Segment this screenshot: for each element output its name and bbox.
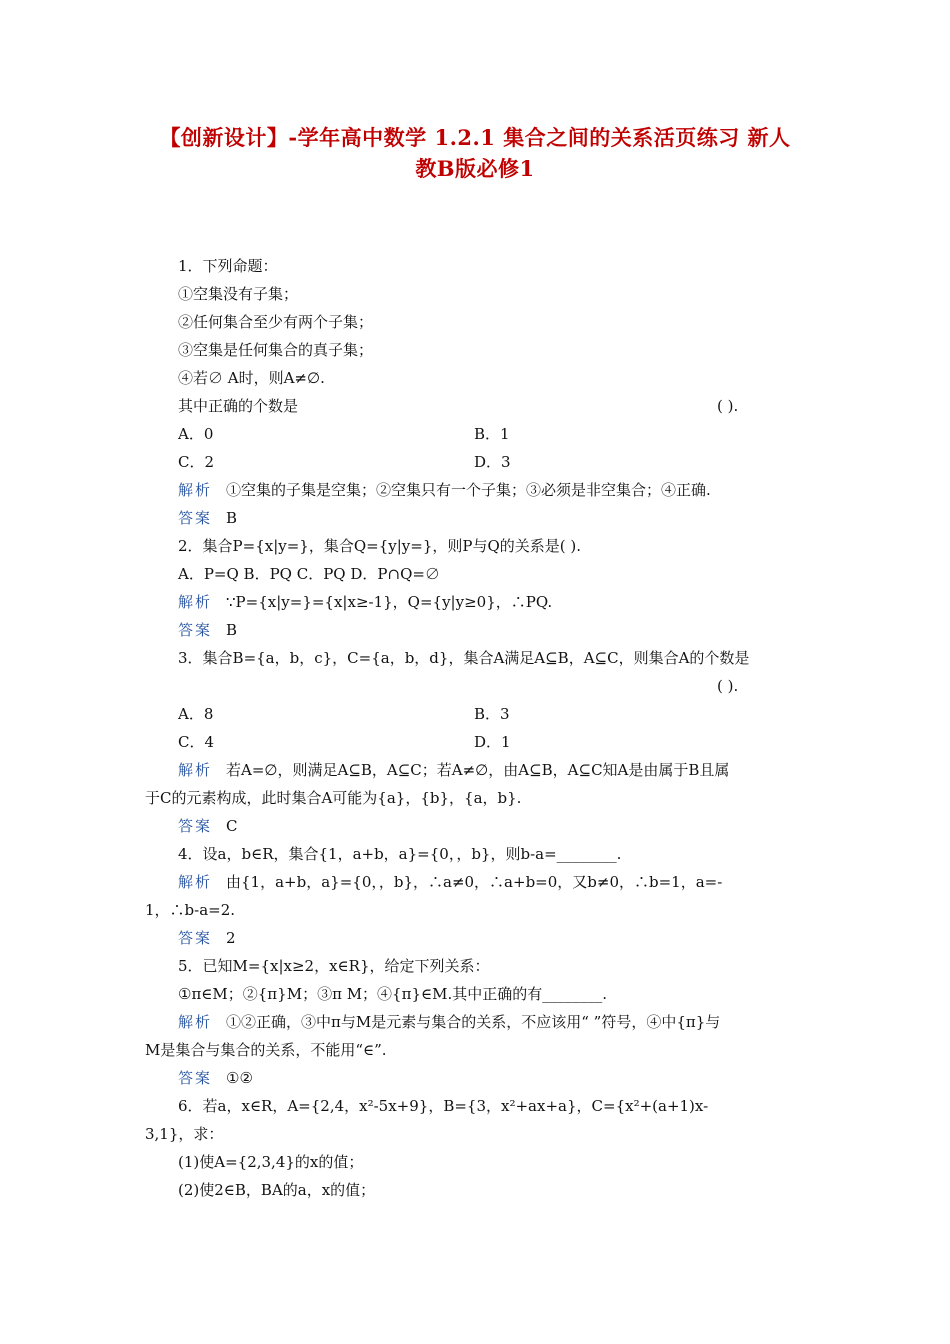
q5-items: ①π∈M；②{π}M；③π M；④{π}∈M.其中正确的有________. xyxy=(178,985,608,1003)
q3-analysis-text-1: 若A=∅，则满足A⊆B，A⊆C；若A≠∅，由A⊆B，A⊆C知A是由属于B且属 xyxy=(226,761,730,779)
q3-option-c: C．4 xyxy=(178,733,215,751)
q6-sub-1: (1)使A={2,3,4}的x的值； xyxy=(178,1153,364,1171)
q2-options: A．P=Q B．PQ C．PQ D．P∩Q=∅ xyxy=(178,565,440,583)
answer-label: 答案 xyxy=(178,817,213,835)
q1-option-b: B．1 xyxy=(474,425,510,443)
q1-option-a: A．0 xyxy=(178,425,214,443)
q3-option-d: D．1 xyxy=(474,733,511,751)
q2-answer-text: B xyxy=(226,621,238,639)
q2-stem: 2．集合P={x|y=}，集合Q={y|y=}，则P与Q的关系是( ). xyxy=(178,537,582,555)
q4-analysis-cont: 1，∴b-a=2. xyxy=(145,901,236,919)
q4-analysis-text-1: 由{1，a+b，a}={0，，b}，∴a≠0，∴a+b=0，又b≠0，∴b=1，a=- xyxy=(226,873,723,891)
q1-option-d: D．3 xyxy=(474,453,511,471)
q3-stem: 3．集合B={a，b，c}，C={a，b，d}，集合A满足A⊆B，A⊆C，则集合A的个数是 xyxy=(178,649,750,667)
q2-analysis xyxy=(178,592,552,612)
q1-ask: 其中正确的个数是 xyxy=(178,397,299,415)
analysis-label: 解析 xyxy=(178,481,213,499)
q6-stem: 6．若a，x∈R，A={2,4，x²-5x+9}，B={3，x²+ax+a}，C={x²+(a+1)x- xyxy=(178,1097,709,1115)
q2-analysis-text: ∵P={x|y=}={x|x≥-1}，Q={y|y≥0}，∴PQ. xyxy=(226,593,553,611)
q5-answer-text: ①② xyxy=(226,1069,253,1087)
document-title xyxy=(100,122,850,184)
analysis-label: 解析 xyxy=(178,761,213,779)
answer-label: 答案 xyxy=(178,621,213,639)
q5-stem: 5．已知M={x|x≥2，x∈R}，给定下列关系： xyxy=(178,957,490,975)
q4-answer xyxy=(178,928,236,948)
q1-answer-text: B xyxy=(226,509,238,527)
q3-option-b: B．3 xyxy=(474,705,510,723)
q5-analysis xyxy=(178,1012,720,1032)
q6-sub-2: (2)使2∈B，BA的a，x的值； xyxy=(178,1181,376,1199)
q3-option-a: A．8 xyxy=(178,705,214,723)
q1-item-3: ③空集是任何集合的真子集； xyxy=(178,341,374,359)
answer-label: 答案 xyxy=(178,509,213,527)
q1-answer xyxy=(178,508,237,528)
q5-analysis-text-1: ①②正确，③中π与M是元素与集合的关系，不应该用“ ”符号，④中{π}与 xyxy=(226,1013,721,1031)
q4-answer-text: 2 xyxy=(226,929,236,947)
title-line-2: 教B版必修1 xyxy=(415,156,535,181)
q3-analysis-cont: 于C的元素构成，此时集合A可能为{a}，{b}，{a，b}. xyxy=(145,789,522,807)
analysis-label: 解析 xyxy=(178,873,213,891)
q5-analysis-cont: M是集合与集合的关系，不能用“∈”. xyxy=(145,1041,387,1059)
answer-label: 答案 xyxy=(178,1069,213,1087)
q6-stem-cont: 3,1}，求： xyxy=(145,1125,224,1143)
analysis-label: 解析 xyxy=(178,1013,213,1031)
q1-stem: 1．下列命题： xyxy=(178,257,278,275)
q3-answer-paren: ( ). xyxy=(717,677,739,695)
q3-analysis xyxy=(178,760,729,780)
q3-answer-text: C xyxy=(226,817,238,835)
q5-answer xyxy=(178,1068,253,1088)
answer-label: 答案 xyxy=(178,929,213,947)
q1-item-2: ②任何集合至少有两个子集； xyxy=(178,313,374,331)
q3-answer xyxy=(178,816,238,836)
q1-analysis xyxy=(178,480,711,500)
title-line-1: 【创新设计】-学年高中数学 1.2.1 集合之间的关系活页练习 新人 xyxy=(159,125,791,150)
q1-item-1: ①空集没有子集； xyxy=(178,285,299,303)
q1-answer-paren: ( ). xyxy=(717,397,739,415)
q2-answer xyxy=(178,620,237,640)
q1-option-c: C．2 xyxy=(178,453,215,471)
q4-stem: 4．设a，b∈R，集合{1，a+b，a}={0，，b}，则b-a=________. xyxy=(178,845,622,863)
analysis-label: 解析 xyxy=(178,593,213,611)
q4-analysis xyxy=(178,872,722,892)
q1-analysis-text: ①空集的子集是空集；②空集只有一个子集；③必须是非空集合；④正确. xyxy=(226,481,711,499)
q1-item-4: ④若∅ A时，则A≠∅. xyxy=(178,369,325,387)
